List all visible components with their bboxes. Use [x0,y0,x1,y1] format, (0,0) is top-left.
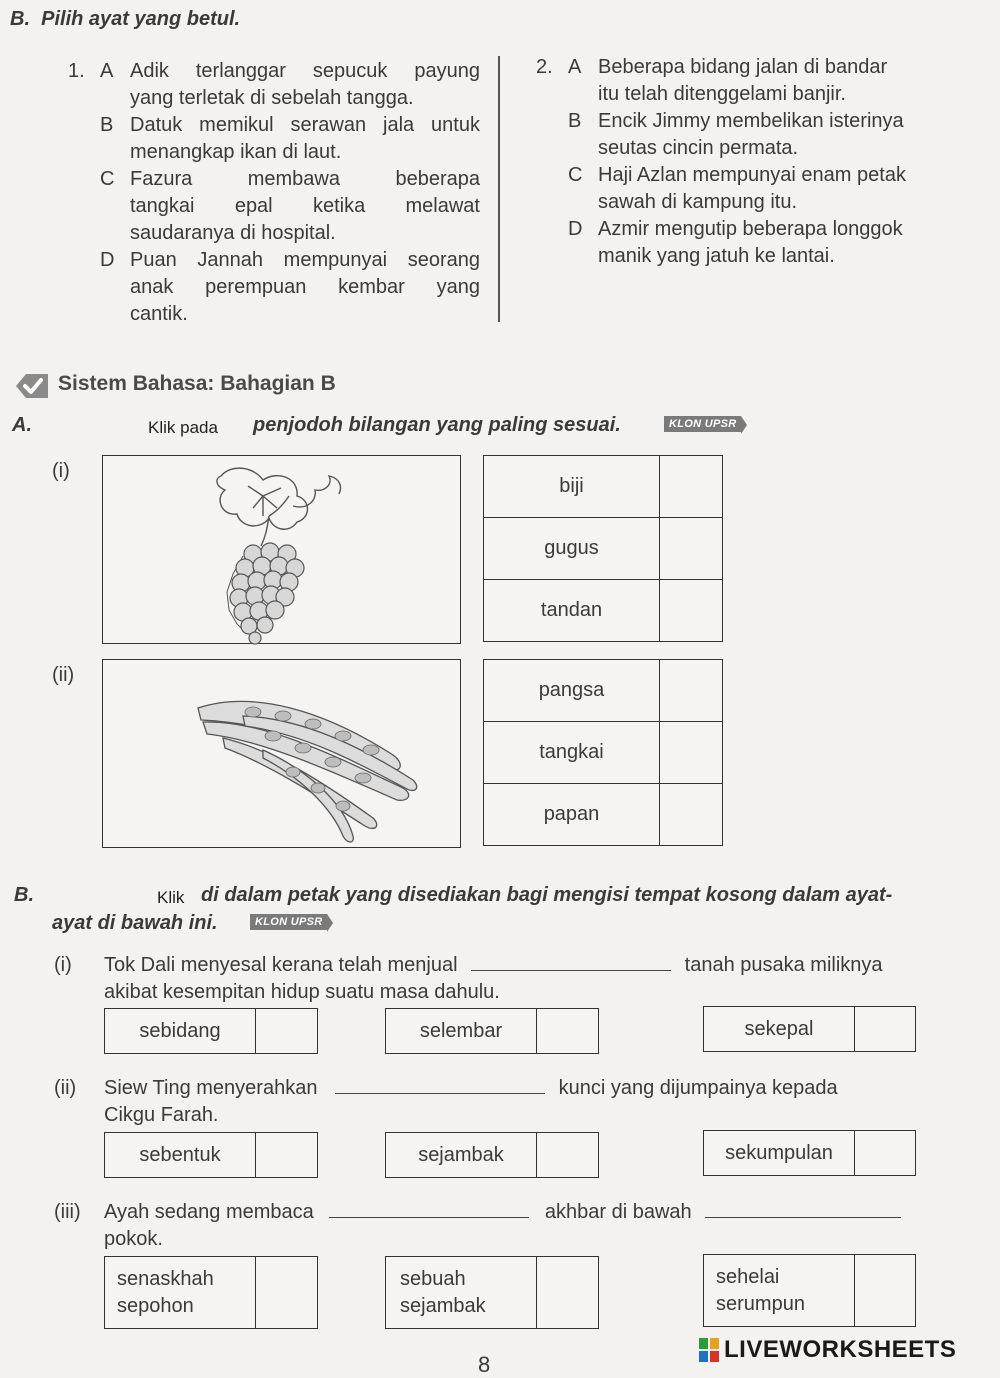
section-b-heading [10,8,240,31]
choice-label-top: sehelai [716,1265,780,1288]
choice-biji[interactable] [483,455,723,518]
blank-line [329,1217,529,1218]
choice-label: papan [543,803,600,825]
option-line: anak perempuan kembar yang [130,276,480,298]
sentence-part: kunci yang dijumpainya kepada [558,1077,838,1099]
part-a-instruction: penjodoh bilangan yang paling sesuai. [253,414,621,436]
answer-sekepal[interactable] [703,1006,916,1052]
choice-label: sekepal [744,1017,814,1040]
beans-picture-frame [102,659,461,848]
answer-senaskhah-sepohon[interactable] [104,1256,318,1329]
choice-label: sekumpulan [725,1141,833,1164]
brand-name: LIVEWORKSHEETS [724,1336,957,1363]
grapes-illustration [103,456,462,645]
choice-label: sejambak [418,1143,504,1166]
choice-checkbox[interactable] [854,1255,915,1326]
choice-label: tandan [540,599,603,621]
choice-label: tangkai [539,741,604,763]
choice-label: selembar [419,1019,503,1042]
choice-checkbox[interactable] [854,1007,915,1051]
choice-label-top: sebuah [400,1267,466,1290]
liveworksheets-logo-icon [698,1337,720,1363]
sentence-part: Ayah sedang membaca [104,1201,314,1223]
grapes-picture-frame [102,455,461,644]
part-a-instruction-prefix: Klik pada [148,418,218,437]
item-2-label: (ii) [52,664,75,686]
option-line: Haji Azlan mempunyai enam petak [598,164,906,186]
sentence-part: tanah pusaka miliknya [684,954,883,976]
option-letter: C [568,164,583,186]
choice-label: gugus [544,537,599,559]
choice-checkbox[interactable] [659,580,722,641]
option-line: sawah di kampung itu. [598,191,798,213]
b-q3-sentence-line1 [104,1199,960,1226]
option-line: yang terletak di sebelah tangga. [130,87,414,109]
part-b-instruction-line2: ayat di bawah ini. [52,912,218,934]
choice-checkbox[interactable] [536,1257,598,1328]
question-2-number: 2. [536,56,553,78]
choice-tandan[interactable] [483,579,723,642]
option-line: Encik Jimmy membelikan isterinya [598,110,904,132]
liveworksheets-brand[interactable] [698,1336,956,1364]
option-line: Fazura membawa beberapa [130,168,480,190]
choice-checkbox[interactable] [659,518,722,579]
choice-label: biji [559,475,584,497]
item-1-label: (i) [52,460,70,482]
choice-label-bottom: serumpun [716,1292,805,1315]
option-line: menangkap ikan di laut. [130,141,342,163]
choice-tangkai[interactable] [483,721,723,784]
answer-sebentuk[interactable] [104,1132,318,1178]
option-line: saudaranya di hospital. [130,222,336,244]
b-q2-sentence-line1 [104,1075,956,1102]
b-q3-sentence-line2: pokok. [104,1228,163,1250]
choice-checkbox[interactable] [255,1257,317,1328]
option-line: Beberapa bidang jalan di bandar [598,56,888,78]
b-q1-label: (i) [54,954,72,976]
section-letter: B. [10,8,30,30]
choice-label-bottom: sepohon [117,1294,194,1317]
checkmark-badge-icon [12,370,52,407]
blank-line [705,1217,901,1218]
option-letter: A [100,60,114,82]
b-q2-label: (ii) [54,1077,77,1099]
option-line: Puan Jannah mempunyai seorang [130,249,480,271]
option-line: Adik terlanggar sepucuk payung [130,60,480,82]
b-q1-sentence-line1 [104,952,956,979]
choice-label-top: senaskhah [117,1267,214,1290]
choice-gugus[interactable] [483,517,723,580]
option-line: Datuk memikul serawan jala untuk [130,114,480,136]
answer-sebuah-sejambak[interactable] [385,1256,599,1329]
part-b-letter: B. [14,884,34,906]
part-a-letter: A. [12,414,32,436]
choice-label-bottom: sejambak [400,1294,486,1317]
choice-checkbox[interactable] [659,784,722,845]
option-letter: C [100,168,115,190]
question-1-number: 1. [68,60,85,82]
bean-pods-illustration [103,660,462,849]
klon-upsr-tag: KLON UPSR [664,416,741,432]
page-number: 8 [478,1352,491,1377]
choice-checkbox[interactable] [536,1133,598,1177]
grape-cluster [230,543,304,644]
answer-sehelai-serumpun[interactable] [703,1254,916,1327]
option-letter: B [100,114,114,136]
choice-label: sebidang [139,1019,221,1042]
b-q2-sentence-line2: Cikgu Farah. [104,1104,219,1126]
b-q1-sentence-line2: akibat kesempitan hidup suatu masa dahulu. [104,981,500,1003]
option-line: manik yang jatuh ke lantai. [598,245,835,267]
part-b-instruction-prefix: Klik [157,888,185,907]
choice-checkbox[interactable] [659,456,722,517]
choice-checkbox[interactable] [659,660,722,721]
choice-label: pangsa [538,679,605,701]
option-letter: D [100,249,115,271]
option-line: seutas cincin permata. [598,137,799,159]
choice-checkbox[interactable] [659,722,722,783]
part-b-instruction-line1: di dalam petak yang disediakan bagi mengisi tempat kosong dalam ayat- [201,884,893,906]
answer-sekumpulan[interactable] [703,1130,916,1176]
option-letter: A [568,56,582,78]
option-line: itu telah ditenggelami banjir. [598,83,846,105]
answer-sejambak[interactable] [385,1132,599,1178]
choice-pangsa[interactable] [483,659,723,722]
choice-checkbox[interactable] [536,1009,598,1053]
blank-line [335,1093,545,1094]
answer-selembar[interactable] [385,1008,599,1054]
choice-checkbox[interactable] [255,1133,317,1177]
option-line: Azmir mengutip beberapa longgok [598,218,903,240]
option-letter: D [568,218,583,240]
sentence-part: Tok Dali menyesal kerana telah menjual [104,954,458,976]
choice-papan[interactable] [483,783,723,846]
blank-line [471,970,671,971]
section-heading-text: Pilih ayat yang betul. [41,8,241,30]
answer-sebidang[interactable] [104,1008,318,1054]
b-q3-label: (iii) [54,1201,81,1223]
option-letter: B [568,110,582,132]
choice-label: sebentuk [139,1143,221,1166]
sistem-bahasa-title: Sistem Bahasa: Bahagian B [58,372,336,395]
sentence-part: akhbar di bawah [544,1201,692,1223]
klon-upsr-tag: KLON UPSR [250,914,327,930]
option-line: tangkai epal ketika melawat [130,195,480,217]
choice-checkbox[interactable] [255,1009,317,1053]
choice-checkbox[interactable] [854,1131,915,1175]
column-divider [498,56,500,322]
option-line: cantik. [130,303,188,325]
sentence-part: Siew Ting menyerahkan [104,1077,318,1099]
